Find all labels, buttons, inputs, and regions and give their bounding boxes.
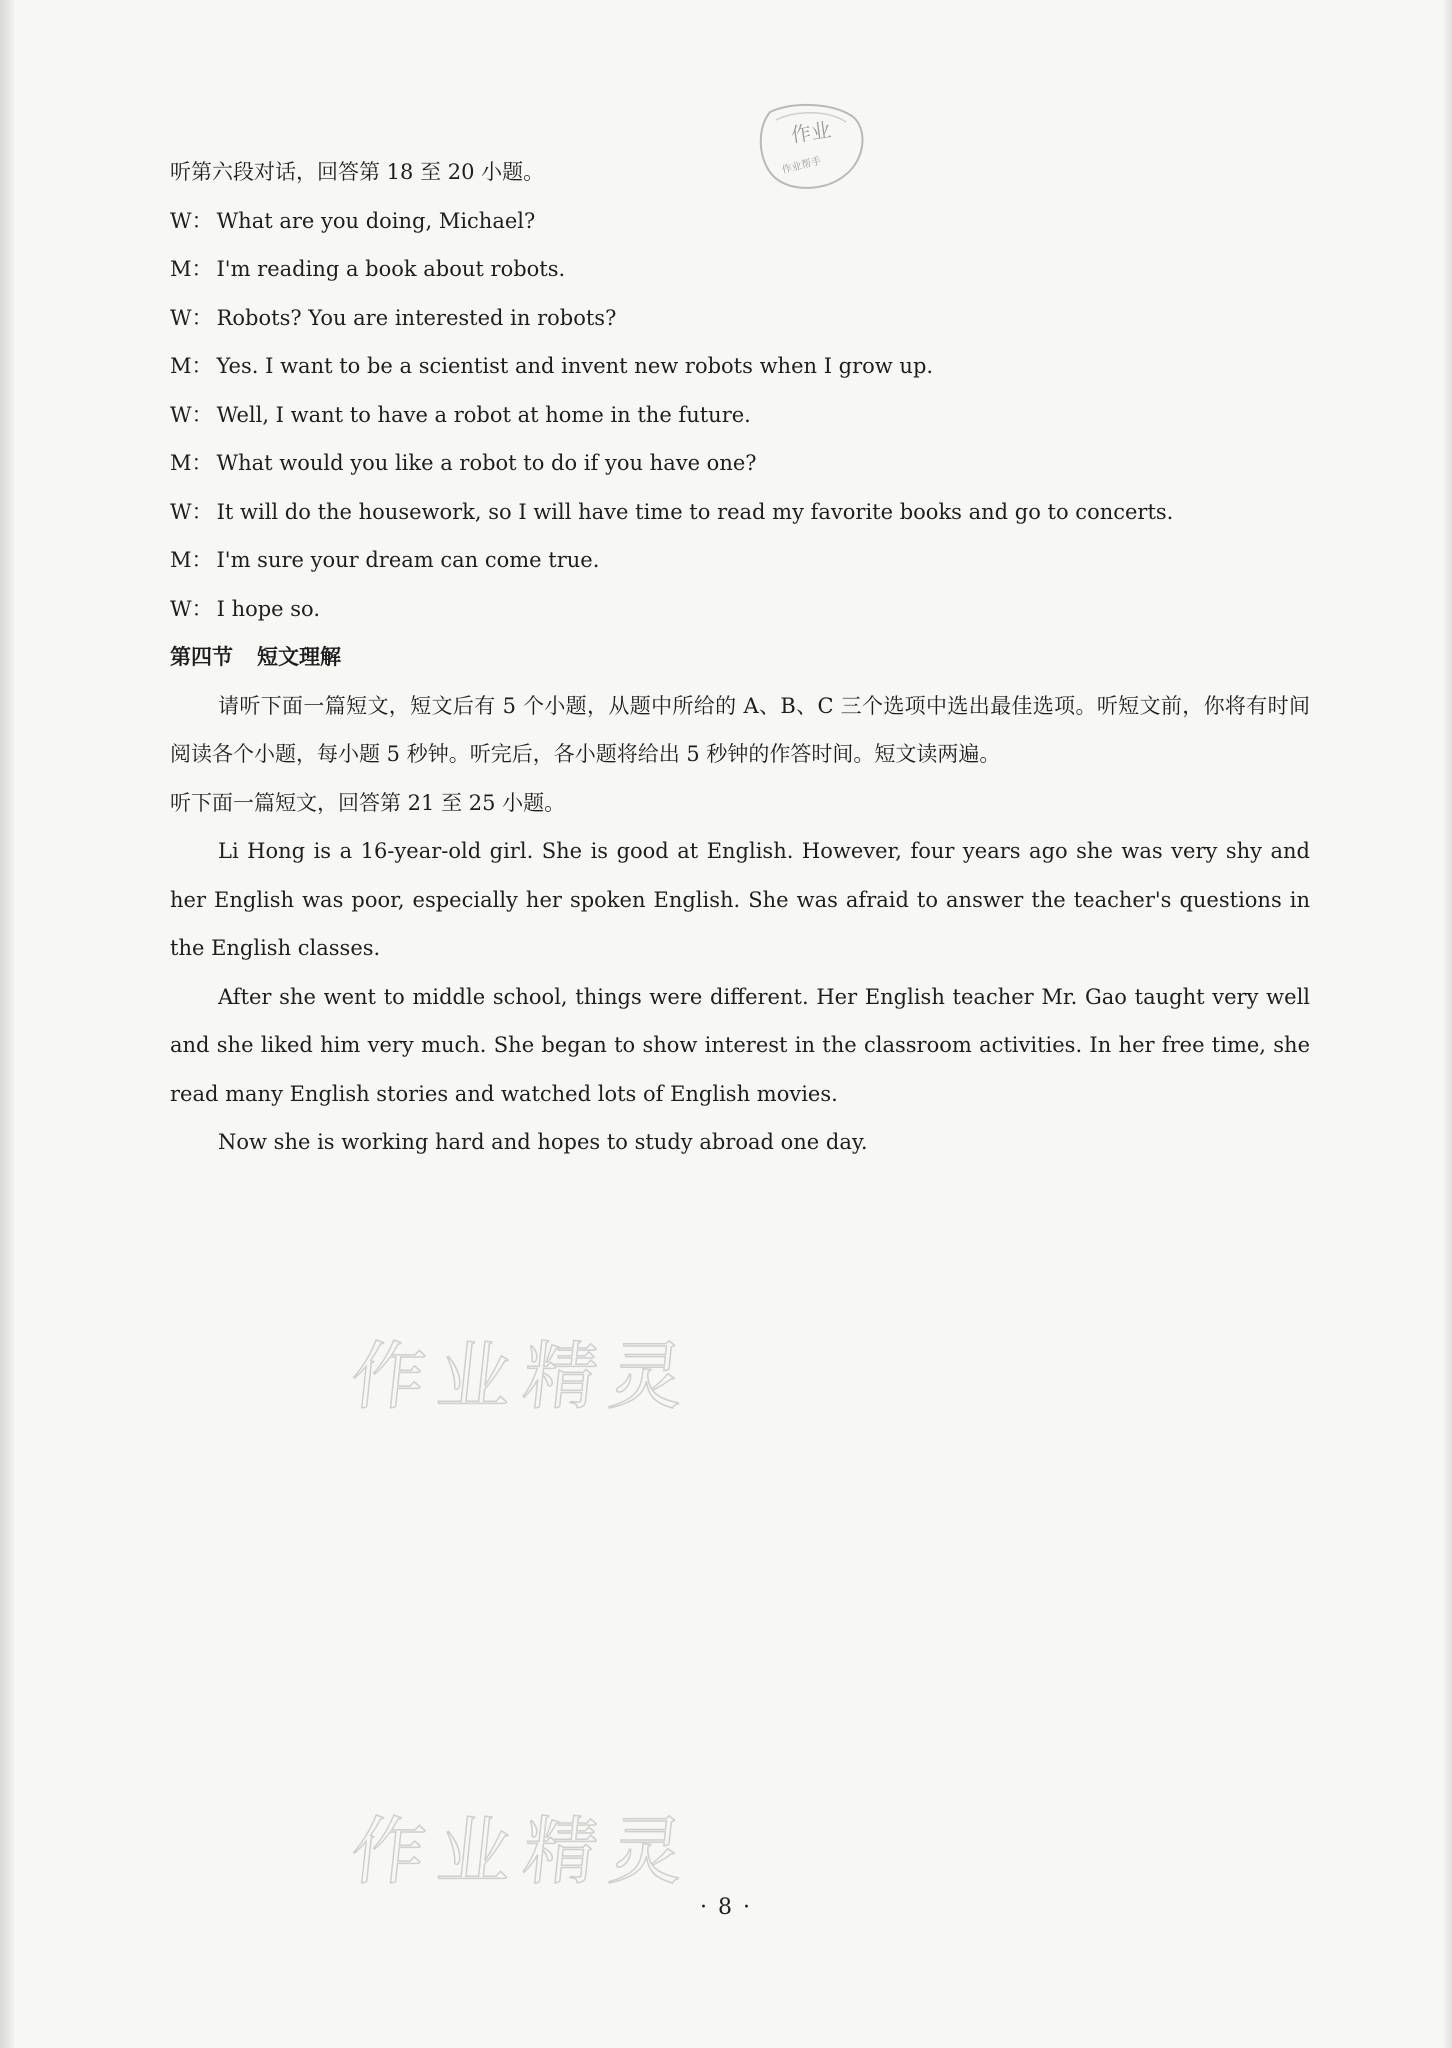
passage-paragraph: Now she is working hard and hopes to study abroad one day. <box>218 1130 868 1154</box>
dialogue-text: It will do the housework, so I will have time to read my favorite books and go to concerts. <box>216 499 1174 524</box>
dialogue-line <box>170 342 1310 391</box>
section-number: 第四节 <box>170 645 233 669</box>
section-heading <box>170 633 1310 682</box>
page-number: · 8 · <box>700 1895 752 1920</box>
dialogue-intro: 听第六段对话，回答第 18 至 20 小题。 <box>170 160 545 184</box>
dialogue-line <box>170 245 1310 294</box>
page-edge-right <box>1442 0 1452 2048</box>
dialogue-line <box>170 439 1310 488</box>
passage-paragraph: After she went to middle school, things were different. Her English teacher Mr. Gao taught very well and she liked him very much. She began to show interest in the classroom activities. In her free time, she read many English stories and watched lots of English movies. <box>170 984 1310 1106</box>
speaker-label: W： <box>170 499 213 524</box>
dialogue-text: What are you doing, Michael? <box>216 208 536 233</box>
dialogue-text: Yes. I want to be a scientist and invent new robots when I grow up. <box>216 354 934 378</box>
speaker-label: W： <box>170 305 213 330</box>
page-content <box>170 148 1310 1167</box>
dialogue-text: I'm reading a book about robots. <box>216 257 566 281</box>
speaker-label: W： <box>170 208 213 233</box>
watermark: 作业精灵 <box>346 1334 700 1420</box>
dialogue-text: Robots? You are interested in robots? <box>216 305 617 330</box>
speaker-label: W： <box>170 596 213 621</box>
speaker-label: M： <box>170 548 213 572</box>
dialogue-line <box>170 197 1310 246</box>
svg-text:作业帮手: 作业帮手 <box>780 155 823 177</box>
dialogue <box>170 197 1310 634</box>
dialogue-text: I'm sure your dream can come true. <box>216 548 600 572</box>
section-title: 短文理解 <box>257 645 341 669</box>
dialogue-line <box>170 391 1310 440</box>
dialogue-line <box>170 488 1310 537</box>
passage-paragraph: Li Hong is a 16-year-old girl. She is good at English. However, four years ago she was very shy and her English was poor, especially her spoken English. She was afraid to answer the teacher's questions in the English classes. <box>170 839 1310 960</box>
dialogue-line <box>170 585 1310 634</box>
dialogue-text: What would you like a robot to do if you have one? <box>216 451 757 475</box>
dialogue-text: Well, I want to have a robot at home in the future. <box>216 402 751 427</box>
page-edge-left <box>0 0 14 2048</box>
speaker-label: M： <box>170 451 213 475</box>
dialogue-line <box>170 294 1310 343</box>
speaker-label: M： <box>170 257 213 281</box>
watermark: 作业精灵 <box>346 1809 700 1895</box>
speaker-label: M： <box>170 354 213 378</box>
passage-prompt: 听下面一篇短文，回答第 21 至 25 小题。 <box>170 790 566 815</box>
dialogue-text: I hope so. <box>216 596 321 621</box>
svg-text:作业: 作业 <box>789 117 833 148</box>
speaker-label: W： <box>170 402 213 427</box>
section-instructions: 请听下面一篇短文，短文后有 5 个小题，从题中所给的 A、B、C 三个选项中选出最佳选项。听短文前，你将有时间阅读各个小题，每小题 5 秒钟。听完后，各小题将给出 5 秒钟的作答时间。短文读两遍。 <box>170 693 1310 766</box>
dialogue-line <box>170 536 1310 585</box>
